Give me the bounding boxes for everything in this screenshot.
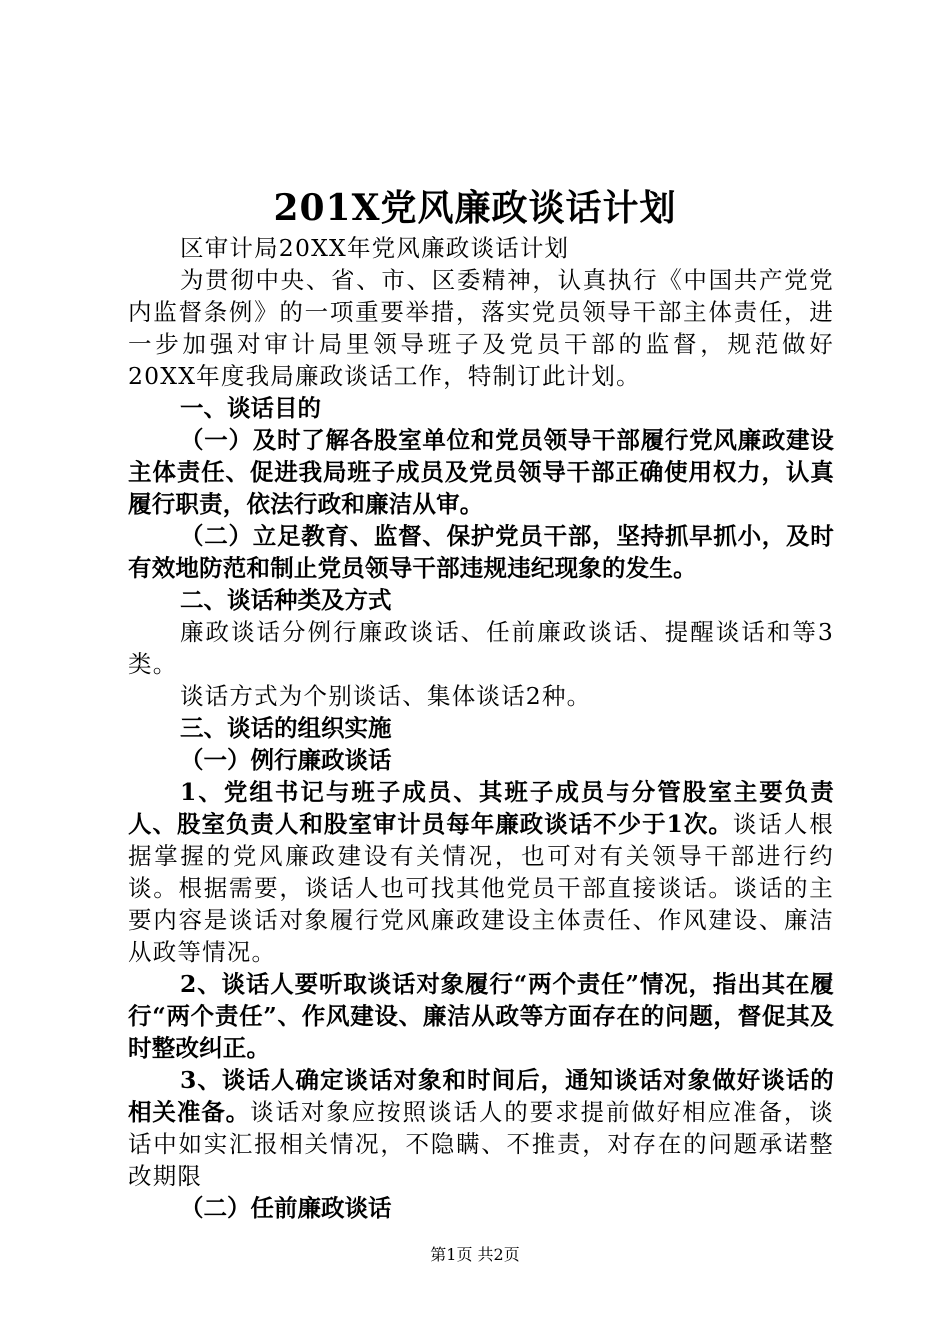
section3-heading: 三、谈话的组织实施 (180, 714, 392, 742)
item-3-paragraph (128, 1064, 834, 1192)
page-footer: 第1页 共2页 (430, 1245, 520, 1264)
intro-paragraph: 为贯彻中央、省、市、区委精神，认真执行《中国共产党党内监督条例》的一项重要举措，落实党员领导干部主体责任，进一步加强对审计局里领导班子及党员干部的监督，规范做好20XX年度我局廉政谈话工作，特制订此计划。 (128, 266, 834, 390)
section3-subheading-2: （二）任前廉政谈话 (180, 1194, 392, 1222)
subtitle-line: 区审计局20XX年党风廉政谈话计划 (180, 234, 570, 262)
section2-heading: 二、谈话种类及方式 (180, 586, 392, 614)
section1-paragraph-2: （二）立足教育、监督、保护党员干部，坚持抓早抓小，及时有效地防范和制止党员领导干部违规违纪现象的发生。 (128, 522, 834, 582)
item-1-regular-text: 谈话人根据掌握的党风廉政建设有关情况，也可对有关领导干部进行约谈。根据需要，谈话人也可找其他党员干部直接谈话。谈话的主要内容是谈话对象履行党风廉政建设主体责任、作风建设、廉洁从政等情况。 (128, 810, 834, 966)
section3-subheading-1: （一）例行廉政谈话 (180, 746, 392, 774)
item-1-bold-text: 1、党组书记与班子成员、其班子成员与分管股室主要负责人、股室负责人和股室审计员每年廉政谈话不少于1次。 (128, 778, 834, 838)
section2-paragraph-2: 谈话方式为个别谈话、集体谈话2种。 (180, 682, 592, 710)
item-3-regular-text: 谈话对象应按照谈话人的要求提前做好相应准备，谈话中如实汇报相关情况，不隐瞒、不推责，对存在的问题承诺整改期限 (128, 1098, 834, 1190)
item-1-paragraph (128, 776, 834, 968)
section2-paragraph-1: 廉政谈话分例行廉政谈话、任前廉政谈话、提醒谈话和等3类。 (128, 618, 834, 678)
section1-paragraph-1: （一）及时了解各股室单位和党员领导干部履行党风廉政建设主体责任、促进我局班子成员及党员领导干部正确使用权力，认真履行职责，依法行政和廉洁从审。 (128, 426, 834, 518)
section1-heading: 一、谈话目的 (180, 394, 321, 422)
document-title: 201X党风廉政谈话计划 (273, 187, 677, 229)
document-body (128, 232, 834, 1224)
item-2-paragraph: 2、谈话人要听取谈话对象履行“两个责任”情况，指出其在履行“两个责任”、作风建设、廉洁从政等方面存在的问题，督促其及时整改纠正。 (128, 970, 834, 1062)
item-3-bold-text: 3、谈话人确定谈话对象和时间后，通知谈话对象做好谈话的相关准备。 (128, 1066, 834, 1126)
